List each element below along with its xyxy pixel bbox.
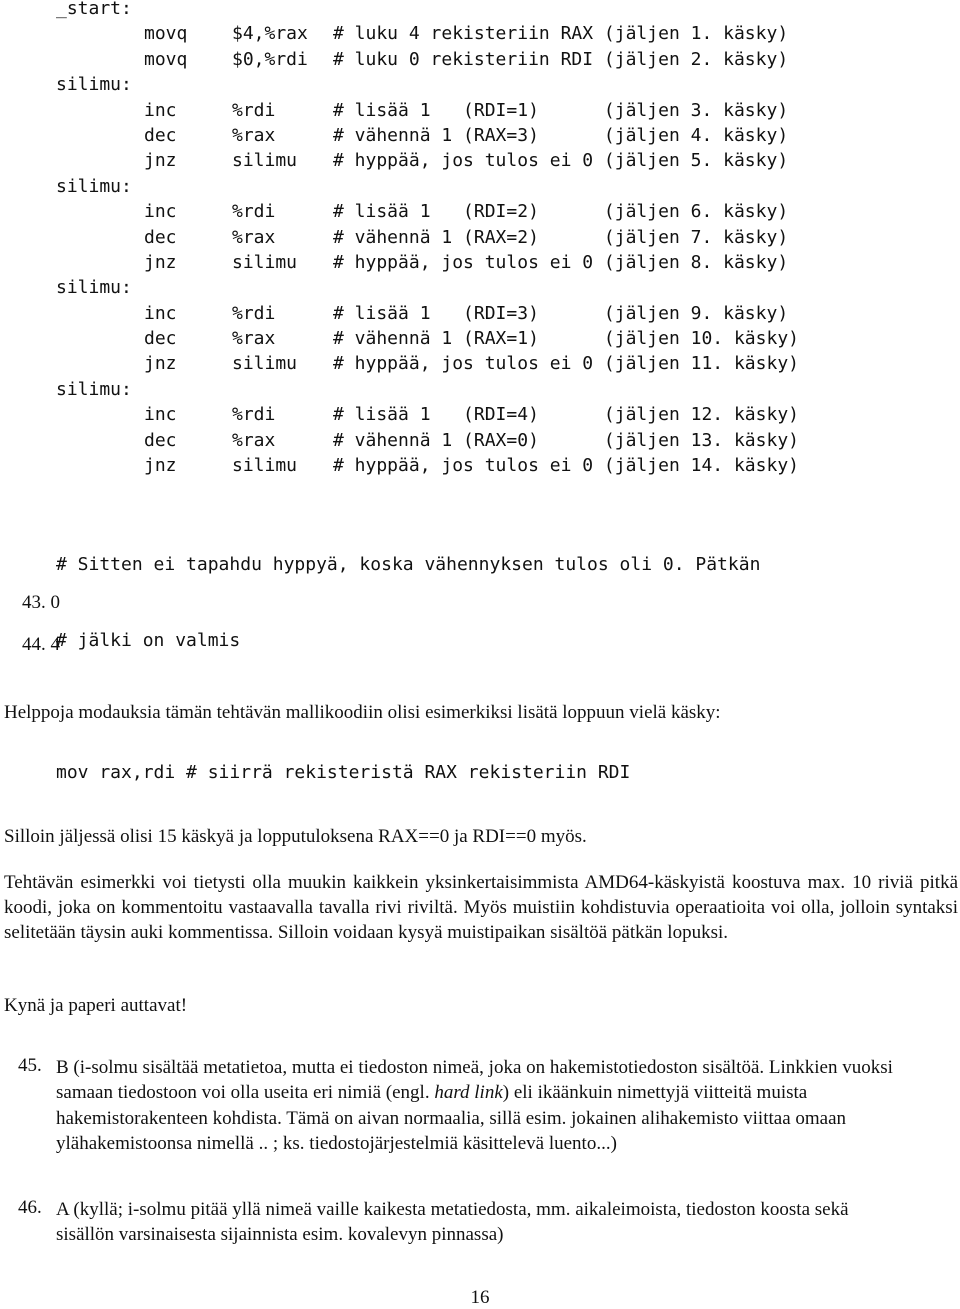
- instruction-operand: %rdi: [232, 201, 276, 223]
- instruction-operand: silimu: [232, 353, 298, 375]
- instruction-opcode: inc: [144, 404, 177, 426]
- instruction-opcode: dec: [144, 124, 177, 146]
- instruction-operand: %rax: [232, 124, 276, 146]
- instruction-comment: # lisää 1 (RDI=1) (jäljen 3. käsky): [333, 99, 789, 121]
- paragraph-intro: Helppoja modauksia tämän tehtävän mallikoodiin olisi esimerkiksi lisätä loppuun vielä käsky:: [4, 702, 721, 723]
- instruction-operand: %rax: [232, 226, 276, 248]
- instruction-comment: # vähennä 1 (RAX=0) (jäljen 13. käsky): [333, 429, 799, 451]
- example-code-line: mov rax,rdi # siirrä rekisteristä RAX rekisteriin RDI: [56, 762, 631, 783]
- paragraph-tip: Kynä ja paperi auttavat!: [4, 995, 188, 1016]
- instruction-comment: # vähennä 1 (RAX=1) (jäljen 10. käsky): [333, 328, 799, 350]
- item-text-46: A (kyllä; i-solmu pitää yllä nimeä vaille kaikesta metatiedosta, mm. aikaleimoista, tiedoston koosta sekä sisällön varsinaisesta sijainnista esim. kovalevyn pinnassa): [56, 1199, 849, 1246]
- paragraph-result: Silloin jäljessä olisi 15 käskyä ja lopputuloksena RAX==0 ja RDI==0 myös.: [4, 826, 587, 847]
- code-instruction: [56, 326, 799, 351]
- code-instruction: [56, 47, 799, 72]
- instruction-comment: # lisää 1 (RDI=3) (jäljen 9. käsky): [333, 302, 789, 324]
- instruction-opcode: movq: [144, 23, 188, 45]
- instruction-opcode: dec: [144, 328, 177, 350]
- instruction-opcode: jnz: [144, 150, 177, 172]
- instruction-operand: %rdi: [232, 404, 276, 426]
- page-number: 16: [470, 1287, 490, 1308]
- code-instruction: [56, 250, 799, 275]
- instruction-comment: # hyppää, jos tulos ei 0 (jäljen 11. käsky): [333, 353, 799, 375]
- instruction-comment: # lisää 1 (RDI=2) (jäljen 6. käsky): [333, 201, 789, 223]
- item-45-emphasis: hard link: [434, 1082, 503, 1104]
- code-instruction: [56, 199, 799, 224]
- code-instruction: [56, 453, 799, 478]
- code-instruction: [56, 301, 799, 326]
- answer-44: 44. 4: [22, 634, 60, 655]
- code-instruction: [56, 21, 799, 46]
- instruction-opcode: dec: [144, 226, 177, 248]
- code-label: silimu:: [56, 74, 132, 96]
- answer-43: 43. 0: [22, 592, 60, 613]
- instruction-comment: # vähennä 1 (RAX=3) (jäljen 4. käsky): [333, 124, 789, 146]
- item-number-45: 45.: [18, 1055, 42, 1076]
- code-instruction: [56, 351, 799, 376]
- code-instruction: [56, 402, 799, 427]
- code-label: _start:: [56, 0, 132, 19]
- instruction-comment: # luku 0 rekisteriin RDI (jäljen 2. käsky): [333, 48, 789, 70]
- code-instruction: [56, 428, 799, 453]
- instruction-operand: %rdi: [232, 99, 276, 121]
- instruction-comment: # luku 4 rekisteriin RAX (jäljen 1. käsky): [333, 23, 789, 45]
- instruction-comment: # hyppää, jos tulos ei 0 (jäljen 14. käsky): [333, 455, 799, 477]
- instruction-opcode: inc: [144, 302, 177, 324]
- instruction-operand: $4,%rax: [232, 23, 308, 45]
- instruction-operand: $0,%rdi: [232, 48, 308, 70]
- instruction-opcode: movq: [144, 48, 188, 70]
- instruction-opcode: jnz: [144, 251, 177, 273]
- code-instruction: [56, 148, 799, 173]
- instruction-comment: # hyppää, jos tulos ei 0 (jäljen 8. käsky): [333, 251, 789, 273]
- comment-line-2: # jälki on valmis: [56, 630, 241, 652]
- instruction-opcode: inc: [144, 99, 177, 121]
- instruction-operand: silimu: [232, 150, 298, 172]
- item-number-46: 46.: [18, 1197, 42, 1218]
- code-label: silimu:: [56, 175, 132, 197]
- paragraph-explanation: Tehtävän esimerkki voi tietysti olla muukin kaikkein yksinkertaisimmista AMD64-käskyistä koostuva max. 10 riviä pitkä koodi, joka on kommentoitu vastaavalla tavalla rivi riviltä. Myös muistiin kohdistuvia operaatioita voi olla, jolloin syntaksi selitetään täysin auki kommentissa. Silloin voidaan kysyä muistipaikan sisältöä pätkän lopuksi.: [4, 872, 958, 944]
- code-label: silimu:: [56, 378, 132, 400]
- item-45-text-b: ) eli ikäänkuin nimettyjä viitteitä muista hakemistorakenteen kohdista. Tämä on aivan normaalia, sillä esim. jokainen alihakemisto viittaa omaan ylähakemistoonsa nimellä .. ; ks. tiedostojärjestelmiä käsittelevä luento...): [56, 1082, 847, 1155]
- instruction-operand: %rax: [232, 429, 276, 451]
- instruction-comment: # lisää 1 (RDI=4) (jäljen 12. käsky): [333, 404, 799, 426]
- instruction-operand: silimu: [232, 251, 298, 273]
- instruction-opcode: dec: [144, 429, 177, 451]
- code-instruction: [56, 98, 799, 123]
- assembly-code-listing: [56, 0, 799, 478]
- item-45-text-a: B (i-solmu sisältää metatietoa, mutta ei tiedoston nimeä, joka on hakemistotiedoston sisältöä. Linkkien vuoksi samaan tiedostoon voi olla useita eri nimiä (engl.: [56, 1057, 893, 1104]
- instruction-operand: silimu: [232, 455, 298, 477]
- instruction-opcode: jnz: [144, 353, 177, 375]
- code-instruction: [56, 123, 799, 148]
- instruction-operand: %rax: [232, 328, 276, 350]
- instruction-opcode: jnz: [144, 455, 177, 477]
- code-label: silimu:: [56, 277, 132, 299]
- instruction-operand: %rdi: [232, 302, 276, 324]
- instruction-comment: # hyppää, jos tulos ei 0 (jäljen 5. käsky): [333, 150, 789, 172]
- instruction-comment: # vähennä 1 (RAX=2) (jäljen 7. käsky): [333, 226, 789, 248]
- comment-line-1: # Sitten ei tapahdu hyppyä, koska vähennyksen tulos oli 0. Pätkän: [56, 553, 761, 575]
- instruction-opcode: inc: [144, 201, 177, 223]
- code-instruction: [56, 225, 799, 250]
- code-final-comment: [56, 501, 760, 679]
- item-text-45: [56, 1055, 906, 1157]
